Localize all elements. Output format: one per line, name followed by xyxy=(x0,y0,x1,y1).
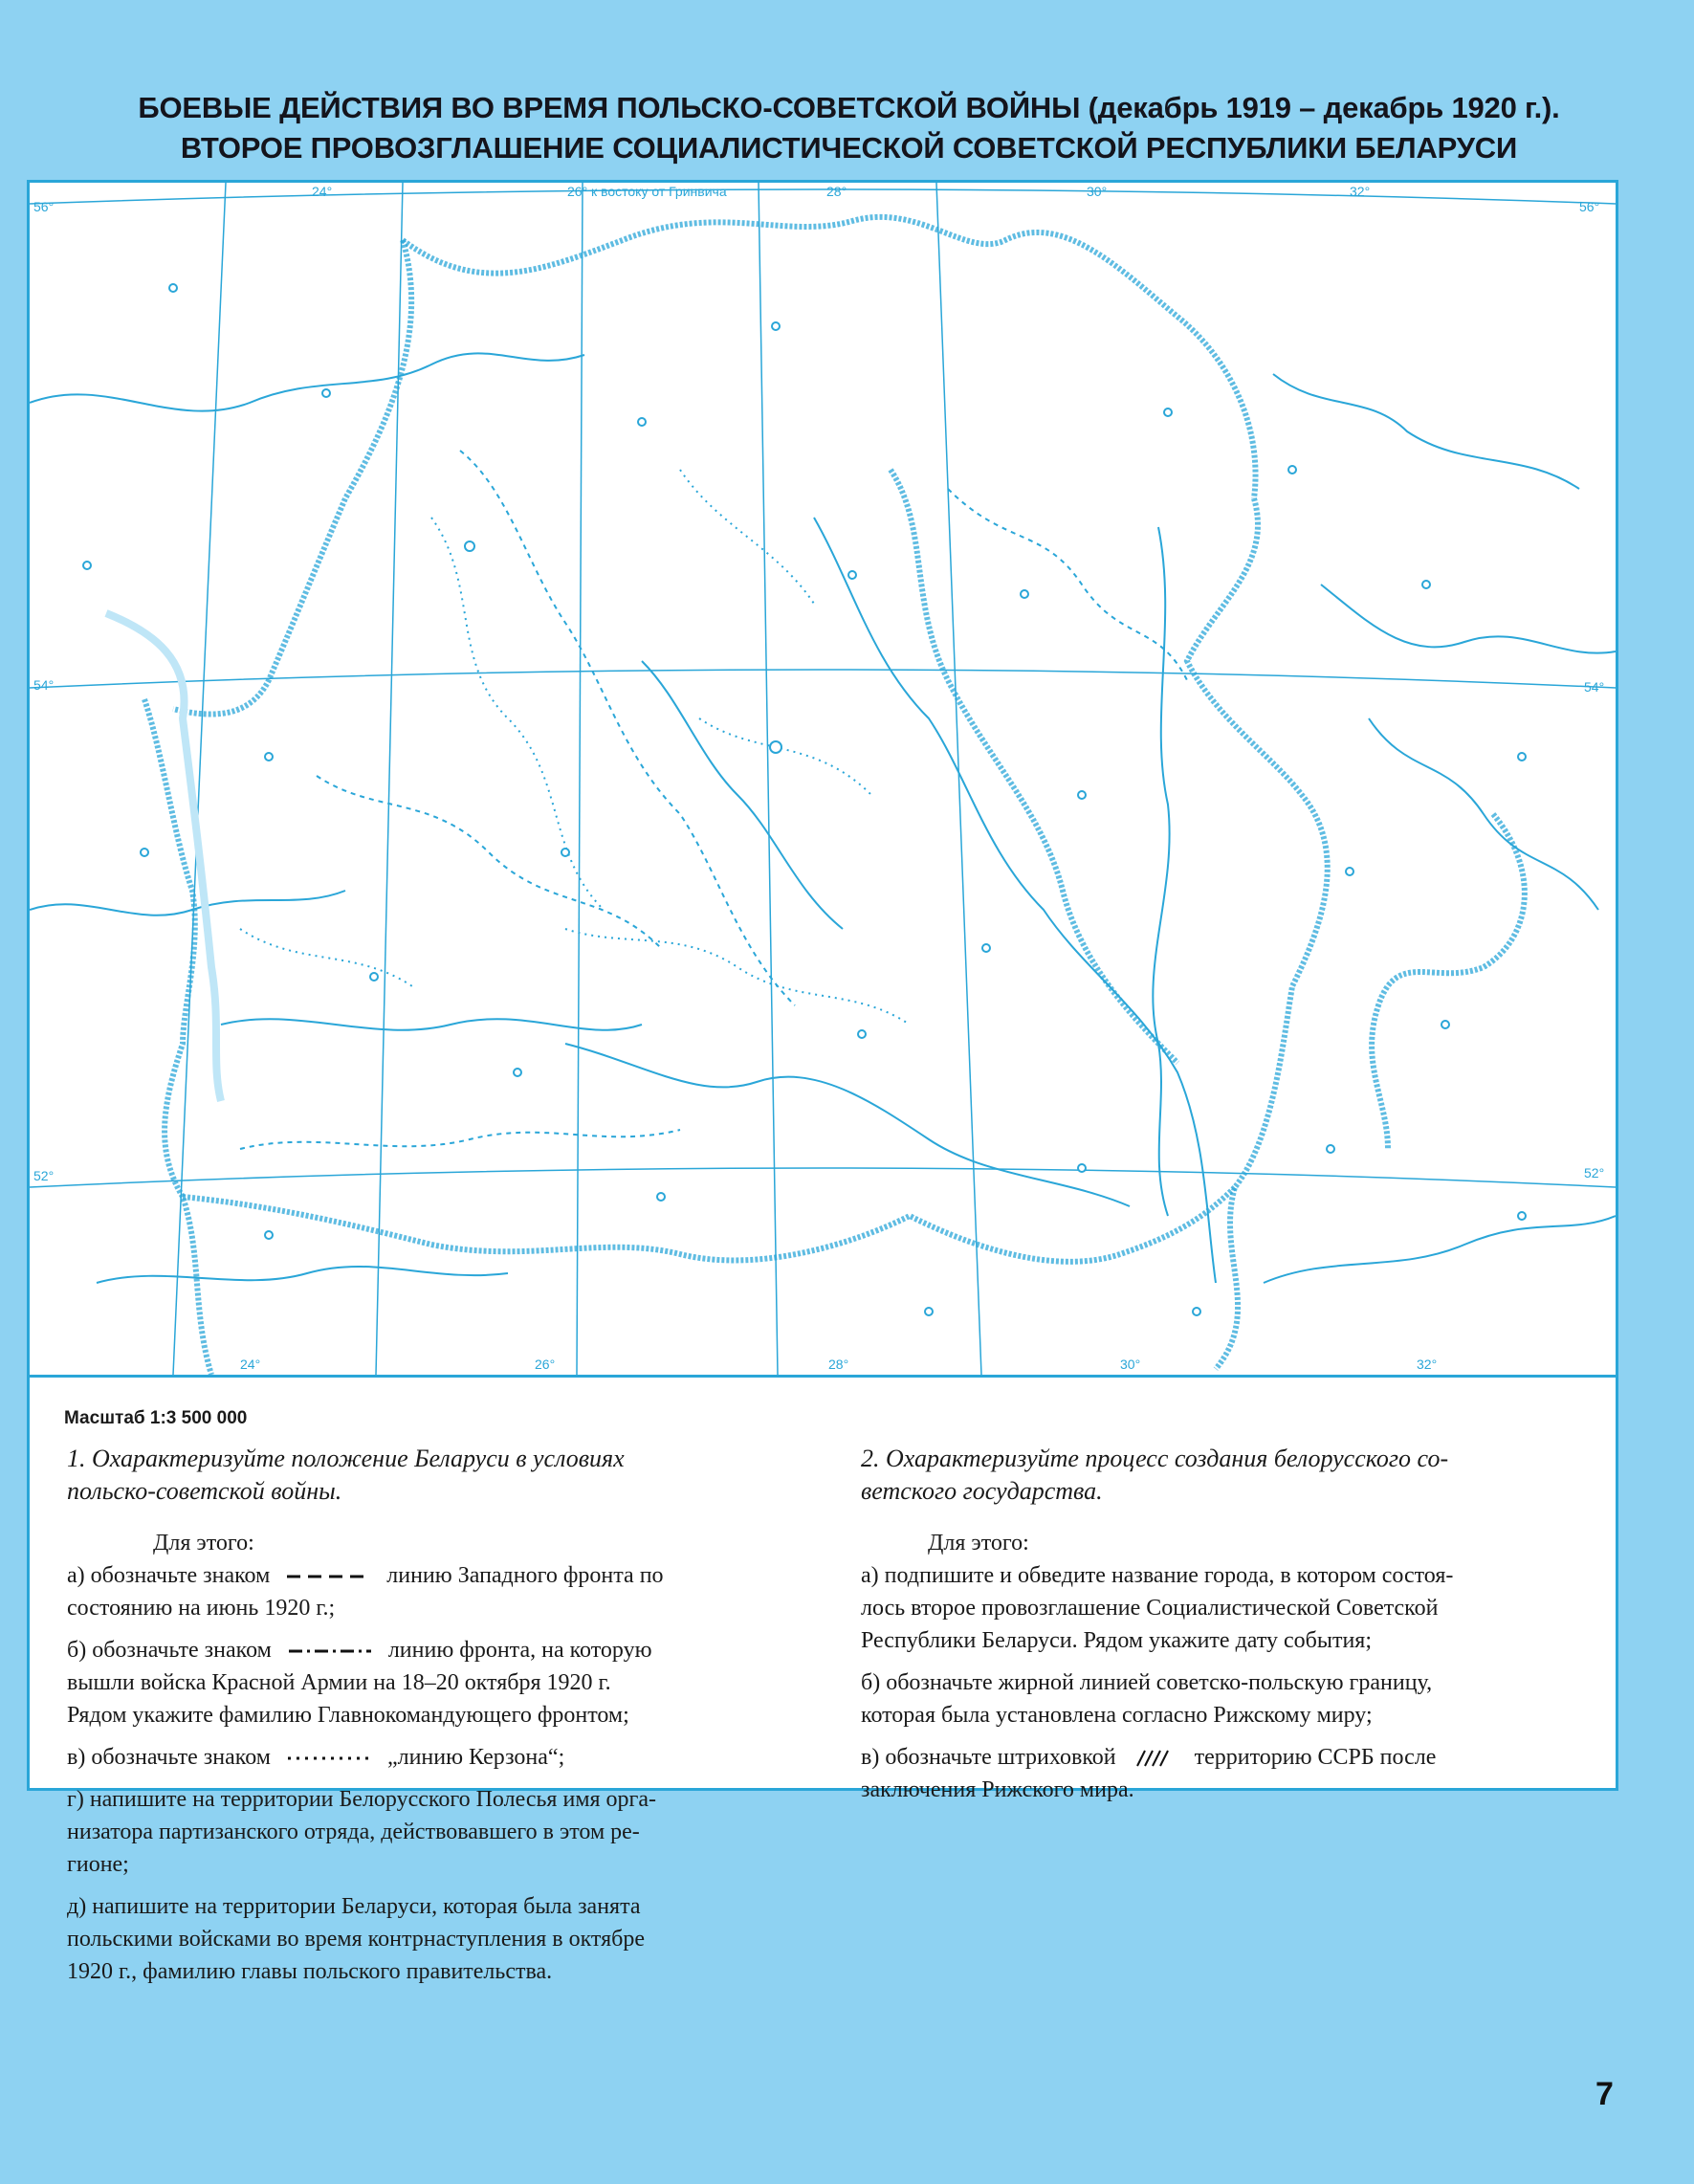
regional-c xyxy=(948,489,1187,680)
regional-d xyxy=(240,1130,680,1149)
city-marker xyxy=(982,944,990,952)
lon-30-bottom: 30° xyxy=(1120,1357,1141,1372)
city-marker xyxy=(83,562,91,569)
river-3 xyxy=(565,1044,1130,1206)
city-marker-capital xyxy=(770,741,781,753)
dash-dot-line-symbol xyxy=(287,1645,373,1657)
lat-52-right: 52° xyxy=(1584,1165,1605,1180)
district-boundaries xyxy=(240,470,910,1025)
graticule xyxy=(30,183,1616,1375)
city-marker xyxy=(925,1308,933,1315)
city-marker xyxy=(1327,1145,1334,1153)
city-marker xyxy=(1078,791,1086,799)
river-7 xyxy=(1273,374,1579,489)
district-b xyxy=(680,470,814,604)
task-1-item-c xyxy=(67,1741,803,1774)
task-1-b-line-3: Рядом укажите фамилию Главнокомандующего фронтом; xyxy=(67,1703,629,1728)
border-east-2 xyxy=(1372,814,1525,1149)
task-2-title-line-2: ветского государства. xyxy=(861,1477,1103,1505)
city-marker xyxy=(265,1231,273,1239)
task-2-c-suffix: территорию ССРБ после xyxy=(1194,1745,1437,1770)
lat-54-right: 54° xyxy=(1584,679,1605,695)
meridian-30 xyxy=(759,183,778,1375)
lat-52-left: 52° xyxy=(33,1168,55,1183)
regional-boundaries xyxy=(240,451,1187,1149)
meridian-28 xyxy=(577,183,583,1375)
task-1-item-b xyxy=(67,1634,803,1732)
city-marker xyxy=(1193,1308,1200,1315)
task-1-e-line-1: д) напишите на территории Беларуси, которая была занята xyxy=(67,1894,641,1919)
city-marker xyxy=(1346,868,1353,875)
task-2-item-a xyxy=(861,1559,1588,1657)
lat-56-right: 56° xyxy=(1579,199,1600,214)
lon-30-top: 30° xyxy=(1087,184,1108,199)
task-2-c-prefix: в) обозначьте штриховкой xyxy=(861,1745,1116,1770)
task-1 xyxy=(67,1443,803,1997)
city-marker xyxy=(772,322,780,330)
task-1-lead: Для этого: xyxy=(153,1531,254,1555)
task-2-a-line-3: Республики Беларуси. Рядом укажите дату события; xyxy=(861,1628,1373,1653)
city-marker xyxy=(561,849,569,856)
coordinate-labels xyxy=(33,184,1604,1372)
cities xyxy=(83,284,1526,1315)
task-1-title xyxy=(67,1443,803,1508)
map-divider xyxy=(30,1375,1616,1378)
lon-24-top: 24° xyxy=(312,184,333,199)
lat-54-left: 54° xyxy=(33,677,55,693)
city-marker xyxy=(638,418,646,426)
meridian-32 xyxy=(936,183,981,1375)
title-line-1: БОЕВЫЕ ДЕЙСТВИЯ ВО ВРЕМЯ ПОЛЬСКО-СОВЕТСКОЙ ВОЙНЫ (декабрь 1919 – декабрь 1920 г.). xyxy=(138,91,1560,124)
task-1-item-e xyxy=(67,1890,803,1988)
task-1-item-a xyxy=(67,1559,803,1624)
lat-56-left: 56° xyxy=(33,199,55,214)
border-inner-a xyxy=(173,240,411,715)
parallel-56 xyxy=(30,189,1616,204)
contour-map[interactable] xyxy=(30,183,1616,1375)
hatching-symbol xyxy=(1132,1749,1179,1768)
rivers xyxy=(30,353,1616,1283)
city-marker xyxy=(1518,753,1526,761)
task-2-a-line-2: лось второе провозглашение Социалистической Советской xyxy=(861,1596,1439,1621)
city-marker xyxy=(169,284,177,292)
task-1-b-line-2: вышли войска Красной Армии на 18–20 октября 1920 г. xyxy=(67,1670,611,1695)
page-title xyxy=(29,88,1669,168)
dotted-line-symbol xyxy=(286,1753,372,1764)
city-marker xyxy=(514,1069,521,1076)
task-2 xyxy=(861,1443,1588,1816)
river-1 xyxy=(30,353,584,410)
city-marker xyxy=(265,753,273,761)
border-north xyxy=(403,217,1256,498)
city-marker xyxy=(858,1030,866,1038)
city-marker xyxy=(465,541,474,551)
task-1-d-line-3: гионе; xyxy=(67,1852,129,1877)
city-marker xyxy=(1021,590,1028,598)
river-6 xyxy=(97,1267,508,1283)
lon-32-top: 32° xyxy=(1350,184,1371,199)
task-2-lead: Для этого: xyxy=(928,1531,1029,1555)
task-2-title xyxy=(861,1443,1588,1508)
task-1-c-suffix: „линию Керзона“; xyxy=(386,1745,565,1770)
task-2-b-line-2: которая была установлена согласно Рижскому миру; xyxy=(861,1703,1373,1728)
task-1-e-line-3: 1920 г., фамилию главы польского правительства. xyxy=(67,1959,553,1984)
lon-28-top: 28° xyxy=(826,184,847,199)
district-e xyxy=(699,718,871,795)
city-marker xyxy=(848,571,856,579)
task-1-e-line-2: польскими войсками во время контрнаступления в октябре xyxy=(67,1927,645,1952)
river-8 xyxy=(1369,718,1598,910)
river-10 xyxy=(642,661,843,929)
task-1-title-line-1: 1. Охарактеризуйте положение Беларуси в условиях xyxy=(67,1445,625,1472)
city-marker xyxy=(1422,581,1430,588)
lon-26-bottom: 26° xyxy=(535,1357,556,1372)
task-1-b-prefix: б) обозначьте знаком xyxy=(67,1638,272,1663)
city-marker xyxy=(1288,466,1296,474)
task-1-item-d xyxy=(67,1783,803,1881)
river-9 xyxy=(30,891,345,916)
task-2-item-b xyxy=(861,1666,1588,1732)
borders xyxy=(144,217,1525,1375)
task-2-item-c xyxy=(861,1741,1588,1806)
task-1-title-line-2: польско-советской войны. xyxy=(67,1477,342,1505)
task-2-a-line-1: а) подпишите и обведите название города, в котором состоя- xyxy=(861,1563,1454,1588)
city-marker xyxy=(1441,1021,1449,1028)
regional-b xyxy=(317,776,661,948)
task-1-c-prefix: в) обозначьте знаком xyxy=(67,1745,271,1770)
city-marker xyxy=(1518,1212,1526,1220)
task-2-c-line-2: заключения Рижского мира. xyxy=(861,1777,1134,1802)
river-12 xyxy=(1264,1216,1616,1283)
parallel-52 xyxy=(30,1168,1616,1187)
border-east xyxy=(1187,498,1328,1369)
city-marker xyxy=(370,973,378,981)
task-1-a-line-2: состоянию на июнь 1920 г.; xyxy=(67,1596,336,1621)
city-marker xyxy=(657,1193,665,1201)
task-1-d-line-2: низатора партизанского отряда, действовавшего в этом ре- xyxy=(67,1820,640,1844)
district-c xyxy=(565,929,910,1025)
map-scale: Масштаб 1:3 500 000 xyxy=(64,1408,248,1428)
river-11 xyxy=(1321,585,1616,653)
dashed-line-symbol xyxy=(285,1571,371,1582)
task-1-b-suffix: линию фронта, на которую xyxy=(387,1638,652,1663)
border-south xyxy=(183,1187,1235,1262)
lon-24-bottom: 24° xyxy=(240,1357,261,1372)
title-line-2: ВТОРОЕ ПРОВОЗГЛАШЕНИЕ СОЦИАЛИСТИЧЕСКОЙ СОВЕТСКОЙ РЕСПУБЛИКИ БЕЛАРУСИ xyxy=(180,131,1518,165)
page-number: 7 xyxy=(1595,2076,1614,2112)
city-marker xyxy=(1164,408,1172,416)
task-1-d-line-1: г) напишите на территории Белорусского Полесья имя орга- xyxy=(67,1787,657,1812)
city-marker xyxy=(141,849,148,856)
map-svg xyxy=(30,183,1616,1375)
greenwich-label: 26° к востоку от Гринвича xyxy=(567,184,727,199)
city-marker xyxy=(1078,1164,1086,1172)
task-1-a-suffix: линию Западного фронта по xyxy=(386,1563,664,1588)
city-marker xyxy=(322,389,330,397)
meridian-26 xyxy=(376,183,403,1375)
lon-28-bottom: 28° xyxy=(828,1357,849,1372)
river-4 xyxy=(1153,527,1169,1216)
district-a xyxy=(431,518,604,910)
task-2-b-line-1: б) обозначьте жирной линией советско-польскую границу, xyxy=(861,1670,1433,1695)
border-inner-b xyxy=(891,470,1177,1063)
task-2-title-line-1: 2. Охарактеризуйте процесс создания белорусского со- xyxy=(861,1445,1449,1472)
task-1-a-prefix: а) обозначьте знаком xyxy=(67,1563,271,1588)
lon-32-bottom: 32° xyxy=(1417,1357,1438,1372)
